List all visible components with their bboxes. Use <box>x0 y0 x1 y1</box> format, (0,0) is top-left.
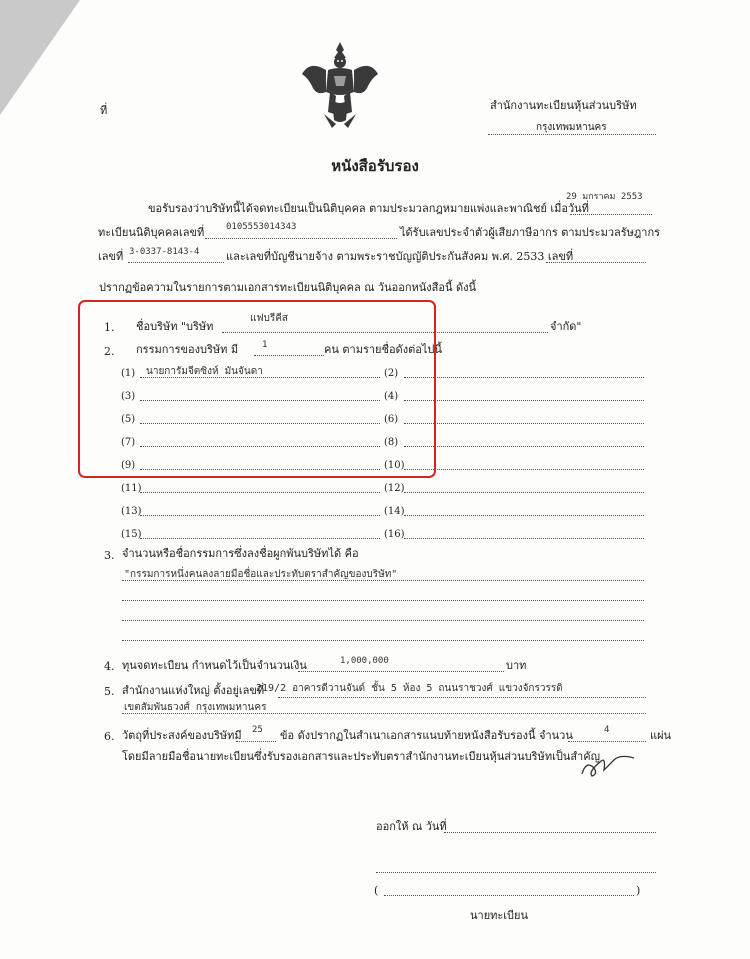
reg-label: ทะเบียนนิติบุคคลเลขที่ <box>98 226 205 239</box>
slot-6: (6) <box>384 414 399 425</box>
item4-unit: บาท <box>506 659 527 672</box>
close-paren: ) <box>636 884 641 897</box>
item1-tail: จำกัด" <box>550 320 582 333</box>
slot-16: (16) <box>384 529 405 540</box>
company-name: แฟบรีคีส <box>250 313 289 324</box>
slot-2: (2) <box>384 368 399 379</box>
registration-date: 29 มกราคม 2553 <box>566 192 643 202</box>
item1-num: 1. <box>104 321 115 334</box>
slot-8: (8) <box>384 437 399 448</box>
highlight-box <box>78 300 436 478</box>
attachment-pages: 4 <box>604 725 610 735</box>
slot-14: (14) <box>384 506 405 517</box>
intro-line1: ขอรับรองว่าบริษัทนี้ได้จดทะเบียนเป็นนิติบุคคล ตามประมวลกฎหมายแพ่งและพาณิชย์ เมื่อวันที่ <box>148 202 589 215</box>
reg-tail: ได้รับเลขประจำตัวผู้เสียภาษีอากร ตามประมวลรัษฎากร <box>400 226 661 239</box>
slot-12: (12) <box>384 483 405 494</box>
header-city: กรุงเทพมหานคร <box>536 122 607 133</box>
tax-label: เลขที่ <box>98 250 124 263</box>
address-line2: เขตสัมพันธวงศ์ กรุงเทพมหานคร <box>124 702 267 713</box>
item6-note: โดยมีลายมือชื่อนายทะเบียนซึ่งรับรองเอกสารและประทับตราสำนักงานทะเบียนหุ้นส่วนบริษัทเป็นสำคัญ <box>122 750 600 763</box>
item6-label: วัตถุที่ประสงค์ของบริษัทมี <box>122 729 242 742</box>
item5-num: 5. <box>104 685 115 698</box>
address-line1: 219/2 อาคารดีวานจันด์ ชั้น 5 ห้อง 5 ถนนราชวงศ์ แขวงจักรวรรดิ <box>256 683 563 694</box>
slot-10: (10) <box>384 460 405 471</box>
item1-label: ชื่อบริษัท "บริษัท <box>136 320 214 333</box>
slot-4: (4) <box>384 391 399 402</box>
item6-tail: แผ่น <box>650 729 672 742</box>
statement: ปรากฏข้อความในรายการตามเอกสารทะเบียนนิติบุคคล ณ วันออกหนังสือนี้ ดังนี้ <box>99 281 477 294</box>
item3-num: 3. <box>104 549 115 562</box>
item2-num: 2. <box>104 345 115 358</box>
item4-num: 4. <box>104 660 115 673</box>
registrar-label: นายทะเบียน <box>470 909 529 922</box>
item2-label: กรรมการของบริษัท มี <box>136 343 239 356</box>
garuda-emblem <box>298 40 382 132</box>
slot-5: (5) <box>121 414 136 425</box>
header-office: สำนักงานทะเบียนหุ้นส่วนบริษัท <box>490 99 637 112</box>
tax-number: 3-0337-8143-4 <box>129 247 200 257</box>
slot-13: (13) <box>121 506 142 517</box>
slot-1: (1) <box>121 368 136 379</box>
slot-7: (7) <box>121 437 136 448</box>
scan-corner-shadow <box>0 0 80 115</box>
issued-on-label: ออกให้ ณ วันที่ <box>376 820 447 833</box>
page-title: หนังสือรับรอง <box>331 157 419 175</box>
registered-capital: 1,000,000 <box>340 656 389 666</box>
item3-label: จำนวนหรือชื่อกรรมการซึ่งลงชื่อผูกพันบริษัทได้ คือ <box>122 547 359 560</box>
item2-tail: คน ตามรายชื่อดังต่อไปนี้ <box>324 343 442 356</box>
registration-number: 0105553014343 <box>226 222 297 232</box>
slot-9: (9) <box>121 460 136 471</box>
director-1-name: นายการัมจีตซิงห์ มันจันดา <box>146 366 263 377</box>
initials-signature <box>578 750 638 780</box>
header-left-label: ที่ <box>100 104 108 117</box>
slot-15: (15) <box>121 529 142 540</box>
item5-label: สำนักงานแห่งใหญ่ ตั้งอยู่เลขที่ <box>122 684 265 697</box>
item6-mid: ข้อ ดังปรากฏในสำเนาเอกสารแนบท้ายหนังสือรับรองนี้ จำนวน <box>280 729 573 742</box>
slot-3: (3) <box>121 391 136 402</box>
slot-11: (11) <box>121 483 142 494</box>
item4-label: ทุนจดทะเบียน กำหนดไว้เป็นจำนวนเงิน <box>122 659 307 672</box>
tax-tail: และเลขที่บัญชีนายจ้าง ตามพระราชบัญญัติประกันสังคม พ.ศ. 2533 เลขที่ <box>226 250 574 263</box>
signing-authority: "กรรมการหนึ่งคนลงลายมือชื่อและประทับตราสำคัญของบริษัท" <box>124 569 398 580</box>
objectives-count: 25 <box>252 725 263 735</box>
item6-num: 6. <box>104 730 115 743</box>
open-paren: ( <box>374 884 379 897</box>
director-count: 1 <box>262 340 268 350</box>
